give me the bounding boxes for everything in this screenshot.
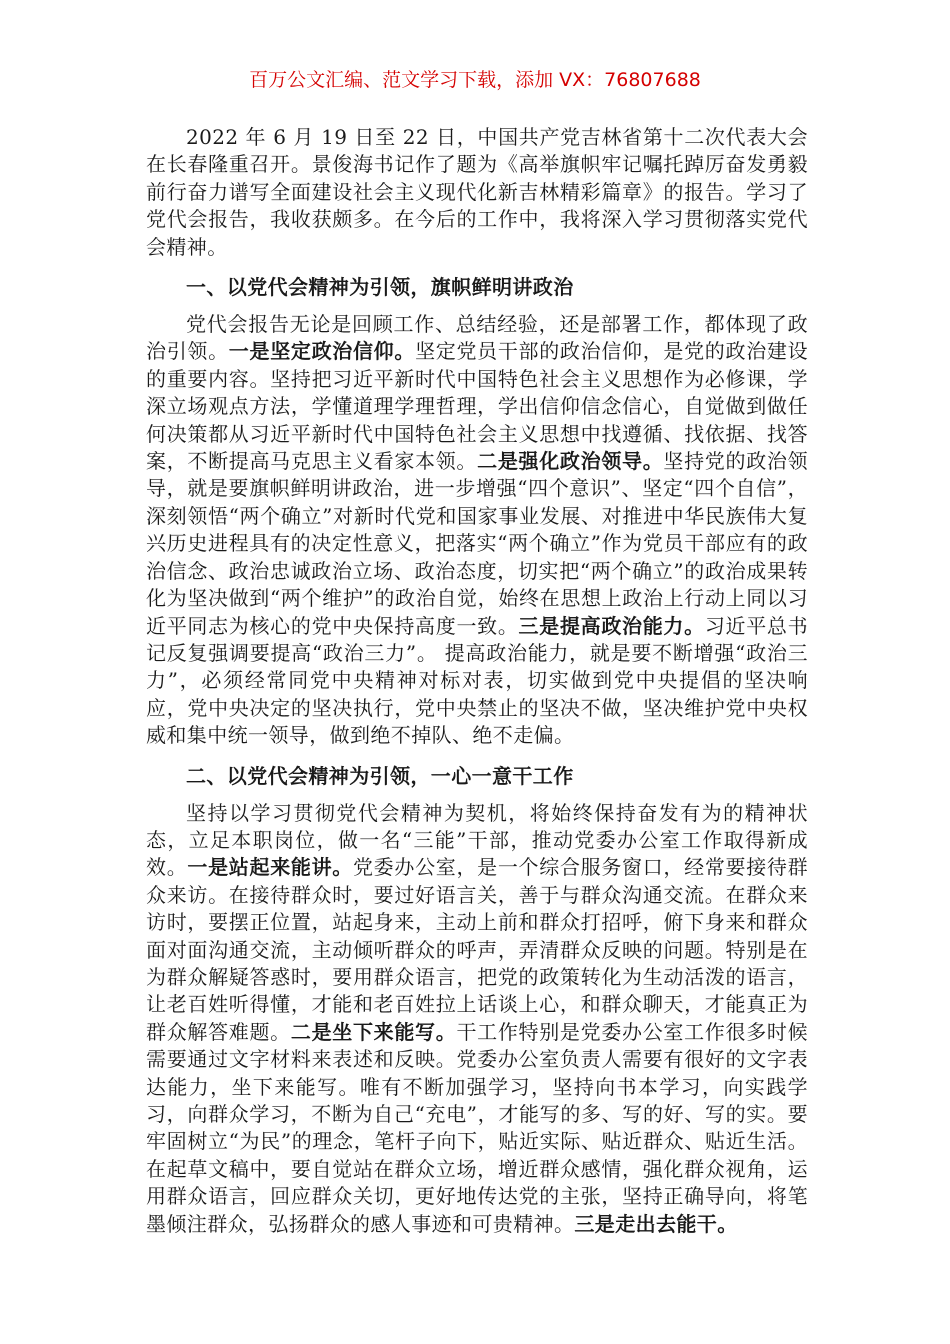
section-2-text-2: 党委办公室，是一个综合服务窗口，经常要接待群众来访。在接待群众时，要过好语言关，善于与群众沟通交流。在群众来访时，要摆正位置，站起身来，主动上前和群众打招呼，俯下身来和群众面对面沟通交流，主动倾听群众的呼声，弄清群众反映的问题。特别是在为群众解疑答惑时，要用群众语言，把党的政策转化为生动活泼的语言，让老百姓听得懂，才能和老百姓拉上话谈上心，和群众聊天，才能真正为群众解答难题。 [146, 855, 808, 1044]
section-1-heading: 一、以党代会精神为引领，旗帜鲜明讲政治 [186, 275, 574, 300]
section-2-point-2: 二是坐下来能写。 [290, 1019, 457, 1044]
section-1-text-1: 党代会报告无论是回顾工作、总结经验，还是部署工作，都体现了政治引领。 [146, 312, 808, 364]
section-2-text-3: 干工作特别是党委办公室工作很多时候需要通过文字材料来表述和反映。党委办公室负责人需要有很好的文字表达能力，坐下来能写。唯有不断加强学习，坚持向书本学习，向实践学习，向群众学习，不断为自己“充电”，才能写的多、写的好、写的实。要牢固树立“为民”的理念，笔杆子向下，贴近实际、贴近群众、贴近生活。在起草文稿中，要自觉站在群众立场，增近群众感情，强化群众视角，运用群众语言，回应群众关切，更好地传达党的主张，坚持正确导向，将笔墨倾注群众，弘扬群众的感人事迹和可贵精神。 [146, 1019, 808, 1236]
section-2-point-1: 一是站起来能讲。 [187, 855, 353, 880]
section-1-text-3: 坚持党的政治领导，就是要旗帜鲜明讲政治，进一步增强“四个意识”、坚定“四个自信”，深刻领悟“两个确立”对新时代党和国家事业发展、对推进中华民族伟大复兴历史进程具有的决定性意义，把落实“两个确立”作为党员干部应有的政治信念、政治忠诚政治立场、政治态度，切实把“两个确立”的政治成果转化为坚决做到“两个维护”的政治自觉，始终在思想上政治上行动上同以习近平同志为核心的党中央保持高度一致。 [146, 449, 808, 638]
watermark-header: 百万公文汇编、范文学习下载，添加 VX：76807688 [249, 69, 701, 91]
section-2-heading: 二、以党代会精神为引领，一心一意干工作 [186, 763, 574, 788]
document-body [146, 124, 808, 1238]
intro-paragraph: 2022 年 6 月 19 日至 22 日，中国共产党吉林省第十二次代表大会在长春隆重召开。景俊海书记作了题为《高举旗帜牢记嘱托踔厉奋发勇毅前行奋力谱写全面建设社会主义现代化新吉林精彩篇章》的报告。学习了党代会报告，我收获颇多。在今后的工作中，我将深入学习贯彻落实党代会精神。 [146, 125, 808, 259]
section-1-point-1: 一是坚定政治信仰。 [228, 339, 416, 364]
section-1-text-4: 习近平总书记反复强调要提高“政治三力”。 提高政治能力，就是要不断增强“政治三力”，必须经常同党中央精神对标对表，切实做到党中央提倡的坚决响应，党中央决定的坚决执行，党中央禁止的坚决不做，坚决维护党中央权威和集中统一领导，做到绝不掉队、绝不走偏。 [146, 613, 809, 748]
section-1-text-2: 坚定党员干部的政治信仰，是党的政治建设的重要内容。坚持把习近平新时代中国特色社会主义思想作为必修课，学深立场观点方法，学懂道理学理哲理，学出信仰信念信心，自觉做到做任何决策都从习近平新时代中国特色社会主义思想中找遵循、找依据、找答案，不断提高马克思主义看家本领。 [146, 339, 808, 474]
section-1-point-2: 二是强化政治领导。 [477, 449, 664, 474]
section-2-point-3: 三是走出去能干。 [574, 1211, 738, 1236]
section-2-text-1: 坚持以学习贯彻党代会精神为契机，将始终保持奋发有为的精神状态，立足本职岗位，做一名“三能”干部，推动党委办公室工作取得新成效。 [146, 800, 808, 880]
section-2-paragraph [146, 800, 808, 1239]
section-1-paragraph [146, 311, 808, 750]
section-1-point-3: 三是提高政治能力。 [518, 613, 705, 638]
